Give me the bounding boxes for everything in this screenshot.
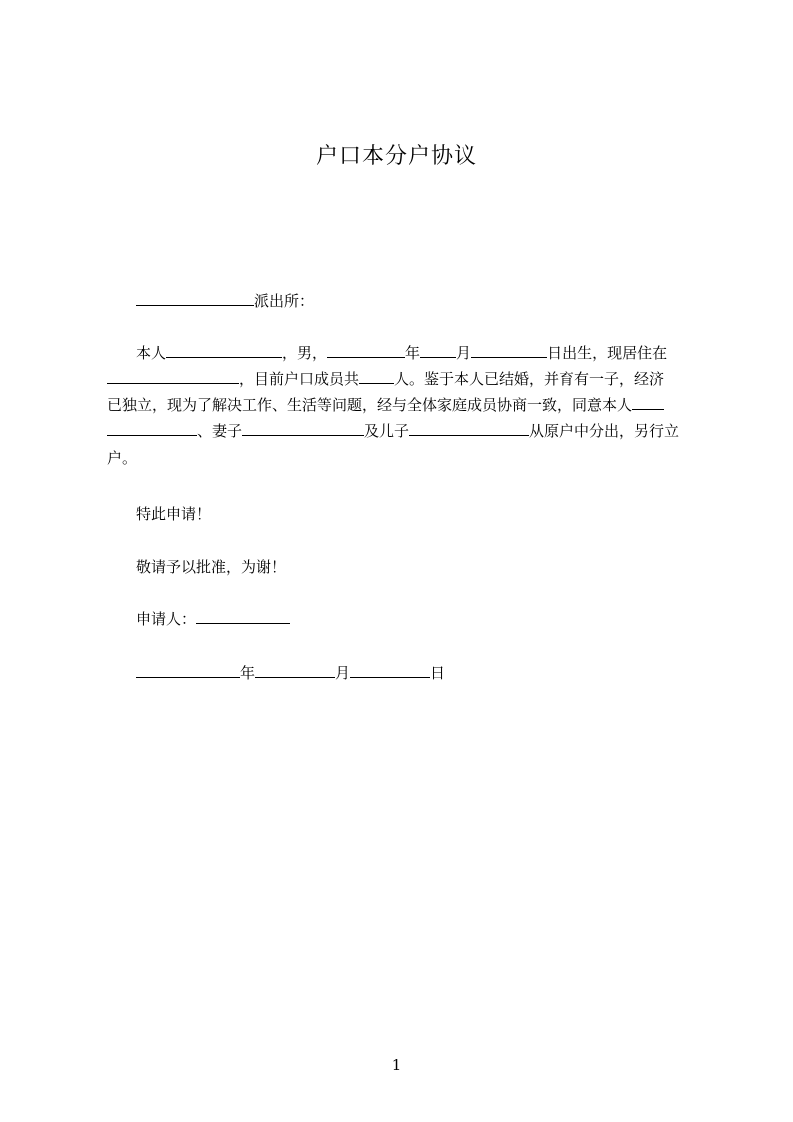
- addressee-line: [136, 290, 314, 312]
- body-line-3: [107, 394, 664, 416]
- body-text: 、妻子: [197, 422, 243, 440]
- document-title: 户口本分户协议: [315, 144, 477, 169]
- body-text: 人。鉴于本人已结婚，并育有一子，经济: [394, 370, 665, 388]
- body-text: ，目前户口成员共: [239, 370, 360, 388]
- applicant-line: [136, 608, 290, 630]
- birth-month-blank: [420, 342, 456, 358]
- name-blank: [166, 342, 282, 358]
- applicant-label: 申请人：: [136, 610, 197, 628]
- body-line-2: [107, 368, 664, 390]
- self-name-blank-a: [632, 394, 664, 410]
- self-name-blank-b: [107, 420, 197, 436]
- police-station-blank: [136, 290, 254, 306]
- body-text: 从原户中分出，另行立: [529, 422, 680, 440]
- body-line-1: [136, 342, 667, 364]
- closing-line-1: 特此申请！: [136, 505, 212, 523]
- address-blank: [107, 368, 239, 384]
- body-text: 本人: [136, 344, 167, 362]
- date-day-label: 日: [430, 664, 446, 682]
- date-year-blank: [136, 662, 240, 678]
- body-text: 月: [456, 344, 472, 362]
- body-text: 已独立，现为了解决工作、生活等问题，经与全体家庭成员协商一致，同意本人: [107, 396, 633, 414]
- addressee-suffix: 派出所：: [254, 292, 315, 310]
- body-text: 及儿子: [364, 422, 410, 440]
- body-text: 年: [405, 344, 421, 362]
- date-day-blank: [350, 662, 430, 678]
- closing-line-2: 敬请予以批准，为谢！: [136, 558, 287, 576]
- body-text: 户。: [107, 449, 138, 467]
- date-line: [136, 662, 445, 684]
- applicant-name-blank: [196, 608, 290, 624]
- body-line-4: [107, 420, 679, 442]
- page-number: 1: [391, 1056, 402, 1074]
- date-month-label: 月: [335, 664, 351, 682]
- member-count-blank: [359, 368, 394, 384]
- body-line-5: [107, 447, 137, 469]
- date-year-label: 年: [240, 664, 256, 682]
- son-name-blank: [409, 420, 529, 436]
- body-text: ，男，: [282, 344, 328, 362]
- birth-day-blank: [471, 342, 547, 358]
- wife-name-blank: [242, 420, 364, 436]
- body-text: 日出生，现居住在: [547, 344, 668, 362]
- birth-year-blank: [327, 342, 405, 358]
- date-month-blank: [255, 662, 335, 678]
